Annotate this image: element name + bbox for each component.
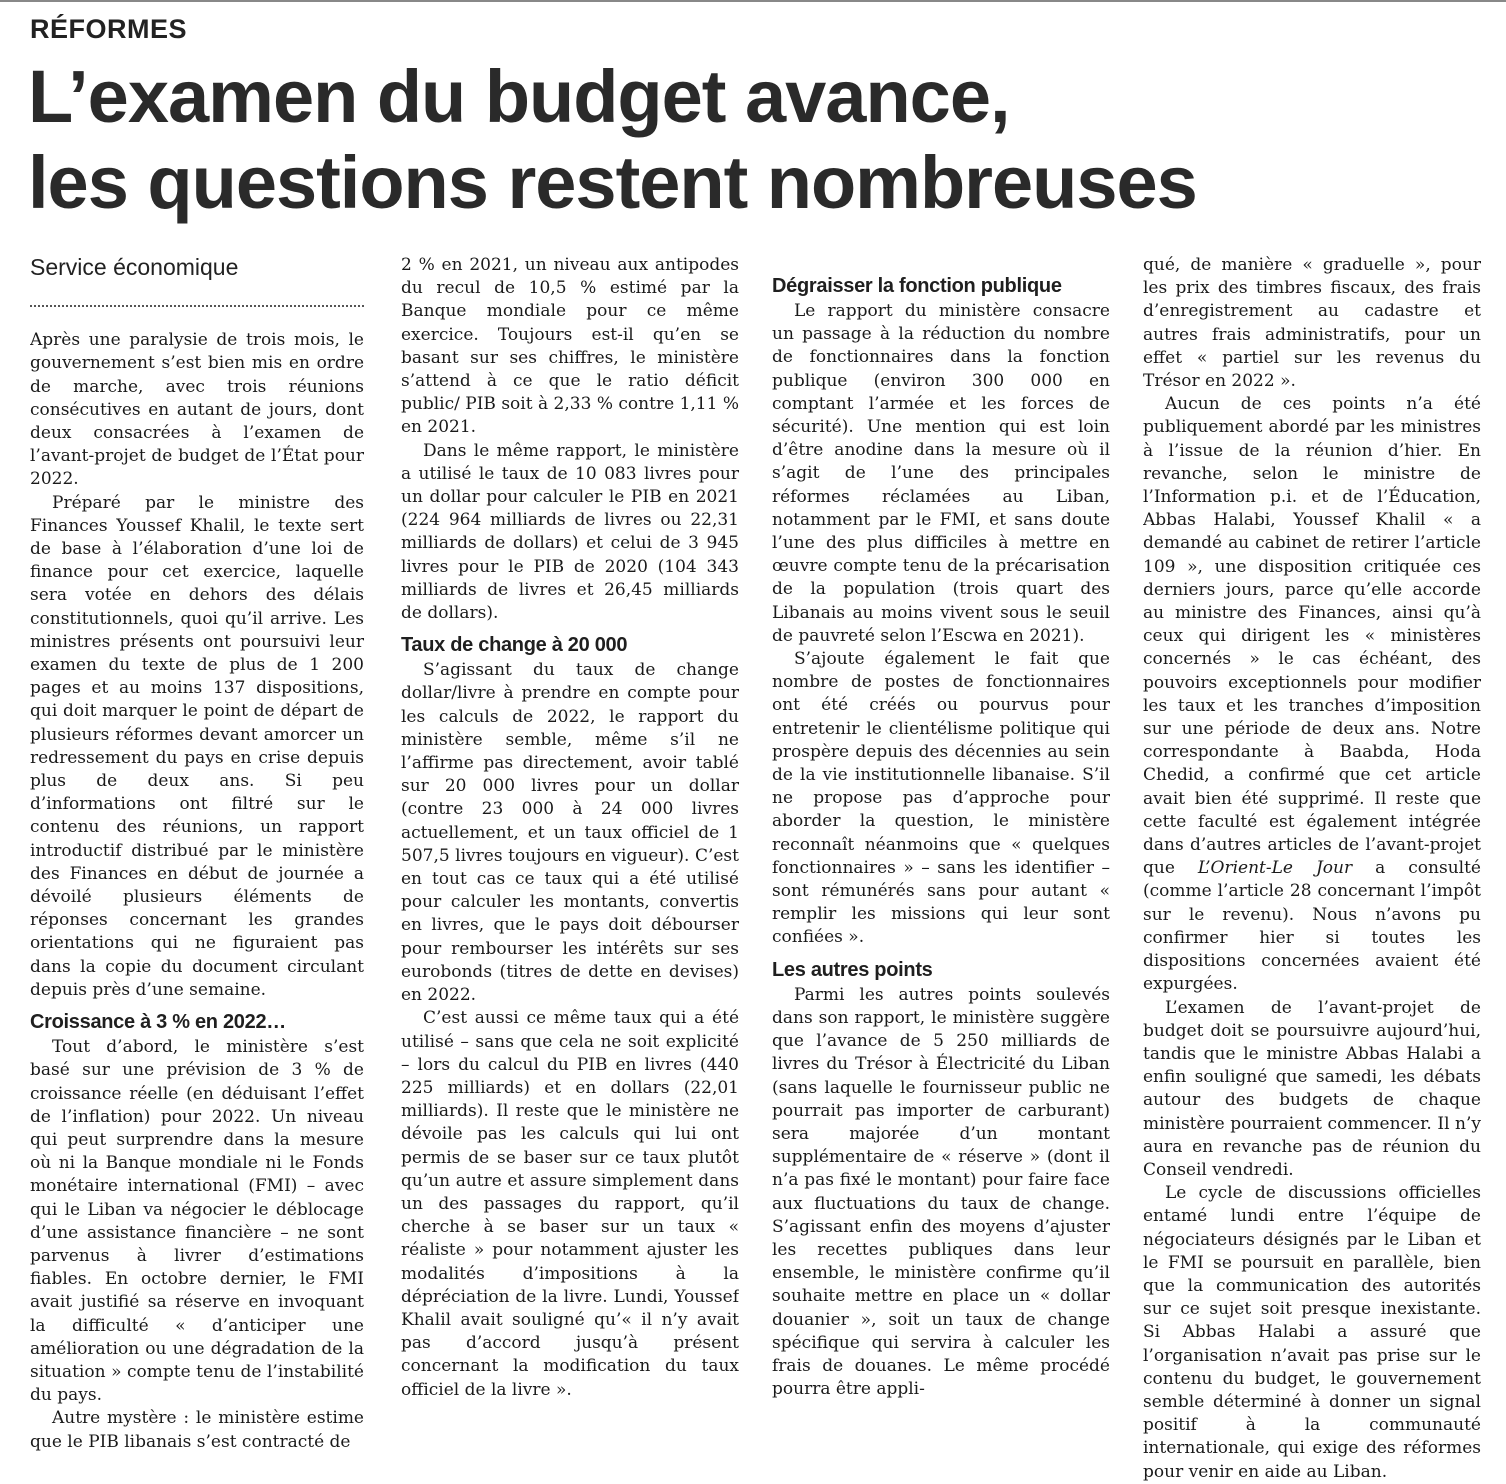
article-column-1 xyxy=(30,250,364,1454)
subheading: Les autres points xyxy=(772,958,933,981)
section-rubric: RÉFORMES xyxy=(30,14,188,44)
article-column-3 xyxy=(772,274,1110,1401)
paragraph: Préparé par le ministre des Finances Youssef Khalil, le texte sert de base à l’élaboration d’une loi de finance pour cet exercice, laquelle sera votée en dehors des délais constitutionnels, quoi qu’il arrive. Les ministres présents ont poursuivi leur examen du texte de plus de 1 200 pages et au moins 137 dispositions, qui doit marquer le point de départ de plusieurs réformes devant amorcer un redressement du pays en crise depuis plus de deux ans. Si peu d’informations ont filtré sur le contenu des réunions, un rapport introductif distribué par le ministère des Finances en début de journée a dévoilé plusieurs éléments de réponses concernant les grandes orientations qui ne figuraient pas dans la copie du document circulant depuis près d’une semaine. xyxy=(30,492,364,1000)
paragraph: qué, de manière « graduelle », pour les prix des timbres fiscaux, des frais d’enregistrement au cadastre et autres frais administratifs, pour un effet « partiel sur les revenus du Trésor en 2022 ». xyxy=(1143,255,1481,392)
paragraph: Tout d’abord, le ministère s’est basé sur une prévision de 3 % de croissance réelle (en déduisant l’effet de l’inflation) pour 2022. Un niveau qui peut surprendre dans la mesure où ni la Banque mondiale ni le Fonds monétaire international (FMI) – avec qui le Liban va négocier le déblocage d’une assistance financière – ne sont parvenus à livrer d’estimations fiables. En octobre dernier, le FMI avait justifié sa réserve en invoquant la difficulté « d’anticiper une amélioration ou une dégradation de la situation » compte tenu de l’instabilité du pays. xyxy=(30,1037,364,1406)
paragraph: S’agissant du taux de change dollar/livre à prendre en compte pour les calculs de 2022, le rapport du ministère semble, même s’il ne l’affirme pas directement, avoir tablé sur 20 000 livres pour un dollar (contre 23 000 à 24 000 livres actuellement, et un taux officiel de 1 507,5 livres toujours en vigueur). C’est en tout cas ce taux qui a été utilisé pour calculer les montants, convertis en livres, que le pays doit débourser pour rembourser les intérêts sur ses eurobonds (titres de dette en devises) en 2022. xyxy=(401,660,739,1006)
headline-line-1: L’examen du budget avance, xyxy=(28,55,1010,138)
article-column-2 xyxy=(401,254,739,1402)
subheading: Dégraisser la fonction publique xyxy=(772,275,1062,297)
paragraph: Le cycle de discussions officielles entamé lundi entre l’équipe de négociateurs désignés par le Liban et le FMI se poursuit en parallèle, bien que la communication des autorités sur ce sujet soit presque inexistante. Si Abbas Halabi a assuré que l’organisation n’avait pas prise sur le contenu du budget, le gouvernement semble déterminé à donner un signal positif à la communauté internationale, qui exige des réformes pour venir en aide au Liban. xyxy=(1143,1183,1481,1482)
paragraph-text: a consulté (comme l’article 28 concernant l’impôt sur le revenu). Nous n’avons pu confirmer hier si toutes les dispositions concernées avaient été expurgées. xyxy=(1143,858,1481,995)
subheading: Taux de change à 20 000 xyxy=(401,634,628,657)
paragraph: 2 % en 2021, un niveau aux antipodes du recul de 10,5 % estimé par la Banque mondiale pour ce même exercice. Toujours est-il qu’en se basant sur ses chiffres, le ministère s’attend à ce que le ratio déficit public/ PIB soit à 2,33 % contre 1,11 % en 2021. xyxy=(401,255,739,438)
byline: Service économique xyxy=(30,254,239,280)
paragraph: S’ajoute également le fait que nombre de postes de fonctionnaires ont été créés ou pourvus pour entretenir le clientélisme politique qui prospère depuis des décennies au sein de la vie institutionnelle libanaise. S’il ne propose pas d’approche pour aborder la question, le ministère reconnaît néanmoins que « quelques fonctionnaires » – sans les identifier – sont rémunérés sans pour autant « remplir les missions qui leur sont confiées ». xyxy=(772,649,1110,948)
paragraph xyxy=(1143,393,1481,996)
paragraph: C’est aussi ce même taux qui a été utilisé – sans que cela ne soit explicité – lors du calcul du PIB en livres (440 225 milliards) et en dollars (22,01 milliards). Il reste que le ministère ne dévoile pas les calculs qui lui ont permis de se baser sur ce taux plutôt qu’un autre et assure simplement dans un des passages du rapport, qu’il cherche à se baser sur un taux « réaliste » pour notamment ajuster les modalités d’impositions à la dépréciation de la livre. Lundi, Youssef Khalil avait souligné qu’« il n’y avait pas d’accord jusqu’à présent concernant la modification du taux officiel de la livre ». xyxy=(401,1008,739,1400)
paragraph-text: Aucun de ces points n’a été publiquement abordé par les ministres à l’issue de la réunion d’hier. En revanche, selon le ministre de l’Information p.i. et de l’Éducation, Abbas Halabi, Youssef Khalil « a demandé au cabinet de retirer l’article 109 », une disposition critiquée ces derniers jours, parce qu’elle accorde au ministre des Finances, ainsi qu’à ceux qui dirigent les « ministères concernés » le cas échéant, des pouvoirs exceptionnels pour modifier les taux et les tranches d’imposition sur une période de deux ans. Notre correspondante à Baabda, Hoda Chedid, a confirmé que cet article avait bien été supprimé. Il reste que cette faculté est également intégrée dans d’autres articles de l’avant-projet que xyxy=(1143,394,1481,879)
article-column-4 xyxy=(1143,254,1481,1484)
dotted-divider xyxy=(30,305,364,307)
subheading: Croissance à 3 % en 2022… xyxy=(30,1011,286,1034)
paragraph: Autre mystère : le ministère estime que le PIB libanais s’est contracté de xyxy=(30,1408,364,1452)
paragraph: Dans le même rapport, le ministère a utilisé le taux de 10 083 livres pour un dollar pour calculer le PIB en 2021 (224 964 milliards de livres ou 22,31 milliards de dollars) et celui de 3 945 livres pour le PIB de 2020 (104 343 milliards de livres et 26,45 milliards de dollars). xyxy=(401,440,739,624)
paragraph: Parmi les autres points soulevés dans son rapport, le ministère suggère que l’avance de 5 250 milliards de livres du Trésor à Électricité du Liban (sans laquelle le fournisseur public ne pourrait pas importer de carburant) sera majorée d’un montant supplémentaire de « réserve » (dont il n’a pas fixé le montant) pour faire face aux fluctuations du taux de change. S’agissant enfin des moyens d’ajuster les recettes publiques dans leur ensemble, le ministère confirme qu’il souhaite mettre en place un « dollar douanier », soit un taux de change spécifique qui servira à calculer les frais de douanes. Le même procédé pourra être appli- xyxy=(772,984,1110,1400)
publication-name: L’Orient-Le Jour xyxy=(1197,858,1353,879)
paragraph: Le rapport du ministère consacre un passage à la réduction du nombre de fonctionnaires dans la fonction publique (environ 300 000 en comptant l’armée et les forces de sécurité). Une mention qui est loin d’être anodine dans la mesure où il s’agit de l’une des principales réformes réclamées au Liban, notamment par le FMI, et sans doute l’une des plus difficiles à mettre en œuvre compte tenu de la précarisation de la population (trois quart des Libanais au moins vivent sous le seuil de pauvreté selon l’Escwa en 2021). xyxy=(772,301,1110,646)
headline xyxy=(28,54,1197,226)
paragraph: Après une paralysie de trois mois, le gouvernement s’est bien mis en ordre de marche, avec trois réunions consécutives en autant de jours, dont deux consacrées à l’examen de l’avant-projet de budget de l’État pour 2022. xyxy=(30,330,364,490)
paragraph: L’examen de l’avant-projet de budget doit se poursuivre aujourd’hui, tandis que le ministre Abbas Halabi a enfin souligné que samedi, les débats autour des budgets de chaque ministère pourraient commencer. Il n’y aura en revanche pas de réunion du Conseil vendredi. xyxy=(1143,997,1481,1180)
headline-line-2: les questions restent nombreuses xyxy=(28,141,1197,224)
